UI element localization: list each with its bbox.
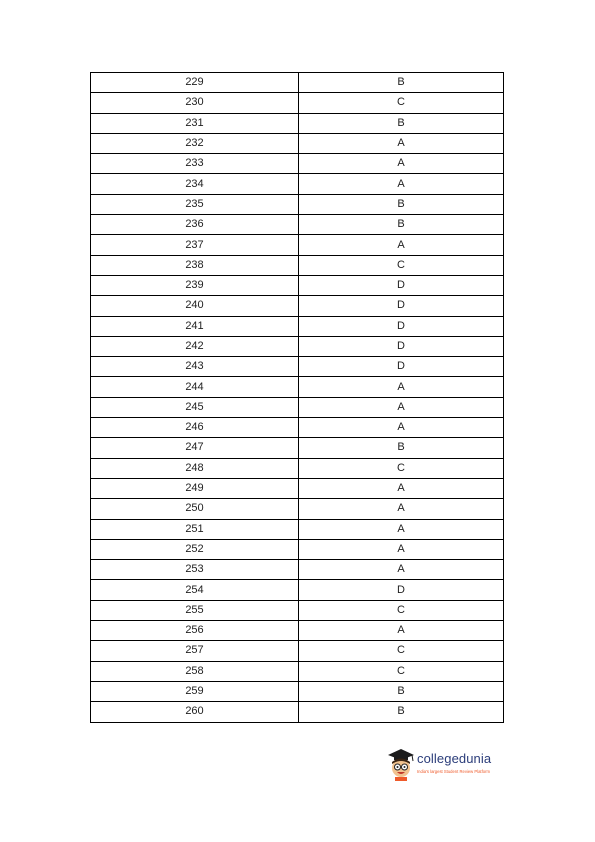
question-number-cell: 258 (91, 661, 299, 681)
answer-row (91, 458, 504, 478)
answer-row (91, 560, 504, 580)
question-number-cell: 236 (91, 215, 299, 235)
question-number-cell: 232 (91, 133, 299, 153)
answer-cell: C (299, 255, 504, 275)
logo-wordmark: collegedunia (417, 751, 492, 766)
answer-row (91, 73, 504, 93)
answer-cell: D (299, 316, 504, 336)
answer-row (91, 621, 504, 641)
answer-cell: C (299, 661, 504, 681)
answer-cell: C (299, 458, 504, 478)
answer-key-rows (91, 73, 504, 723)
question-number-cell: 237 (91, 235, 299, 255)
answer-row (91, 519, 504, 539)
answer-row (91, 113, 504, 133)
answer-row (91, 235, 504, 255)
answer-cell: A (299, 133, 504, 153)
question-number-cell: 260 (91, 702, 299, 722)
question-number-cell: 249 (91, 478, 299, 498)
question-number-cell: 244 (91, 377, 299, 397)
answer-row (91, 600, 504, 620)
answer-cell: C (299, 600, 504, 620)
question-number-cell: 240 (91, 296, 299, 316)
answer-row (91, 296, 504, 316)
answer-cell: A (299, 560, 504, 580)
question-number-cell: 234 (91, 174, 299, 194)
answer-cell: A (299, 418, 504, 438)
answer-row (91, 580, 504, 600)
answer-cell: B (299, 113, 504, 133)
question-number-cell: 256 (91, 621, 299, 641)
answer-cell: A (299, 621, 504, 641)
answer-cell: D (299, 357, 504, 377)
answer-row (91, 215, 504, 235)
question-number-cell: 229 (91, 73, 299, 93)
question-number-cell: 231 (91, 113, 299, 133)
question-number-cell: 259 (91, 681, 299, 701)
question-number-cell: 248 (91, 458, 299, 478)
answer-row (91, 418, 504, 438)
answer-cell: B (299, 194, 504, 214)
answer-row (91, 194, 504, 214)
question-number-cell: 233 (91, 154, 299, 174)
answer-cell: D (299, 296, 504, 316)
logo-tagline: India's largest Student Review Platform (417, 769, 490, 774)
answer-row (91, 681, 504, 701)
question-number-cell: 251 (91, 519, 299, 539)
answer-cell: C (299, 641, 504, 661)
answer-cell: A (299, 519, 504, 539)
question-number-cell: 235 (91, 194, 299, 214)
answer-cell: A (299, 539, 504, 559)
question-number-cell: 243 (91, 357, 299, 377)
answer-row (91, 702, 504, 722)
answer-row (91, 255, 504, 275)
answer-row (91, 641, 504, 661)
question-number-cell: 245 (91, 397, 299, 417)
question-number-cell: 252 (91, 539, 299, 559)
graduate-mascot-icon (386, 747, 416, 781)
answer-row (91, 93, 504, 113)
answer-cell: D (299, 336, 504, 356)
answer-row (91, 336, 504, 356)
answer-row (91, 275, 504, 295)
answer-cell: A (299, 154, 504, 174)
answer-cell: A (299, 478, 504, 498)
question-number-cell: 246 (91, 418, 299, 438)
answer-row (91, 154, 504, 174)
answer-cell: B (299, 215, 504, 235)
answer-cell: A (299, 397, 504, 417)
collegedunia-logo (386, 747, 516, 781)
question-number-cell: 239 (91, 275, 299, 295)
answer-row (91, 133, 504, 153)
answer-cell: A (299, 499, 504, 519)
question-number-cell: 255 (91, 600, 299, 620)
question-number-cell: 238 (91, 255, 299, 275)
question-number-cell: 247 (91, 438, 299, 458)
answer-cell: B (299, 681, 504, 701)
answer-cell: D (299, 275, 504, 295)
answer-row (91, 539, 504, 559)
question-number-cell: 241 (91, 316, 299, 336)
answer-cell: A (299, 377, 504, 397)
answer-cell: C (299, 93, 504, 113)
answer-cell: A (299, 174, 504, 194)
answer-key-table (90, 72, 504, 723)
question-number-cell: 242 (91, 336, 299, 356)
answer-row (91, 661, 504, 681)
answer-cell: B (299, 702, 504, 722)
question-number-cell: 257 (91, 641, 299, 661)
answer-cell: B (299, 438, 504, 458)
question-number-cell: 250 (91, 499, 299, 519)
answer-row (91, 438, 504, 458)
answer-row (91, 499, 504, 519)
answer-row (91, 357, 504, 377)
answer-row (91, 174, 504, 194)
answer-row (91, 316, 504, 336)
answer-cell: D (299, 580, 504, 600)
answer-row (91, 377, 504, 397)
question-number-cell: 230 (91, 93, 299, 113)
answer-cell: A (299, 235, 504, 255)
answer-row (91, 397, 504, 417)
question-number-cell: 254 (91, 580, 299, 600)
answer-row (91, 478, 504, 498)
question-number-cell: 253 (91, 560, 299, 580)
answer-cell: B (299, 73, 504, 93)
